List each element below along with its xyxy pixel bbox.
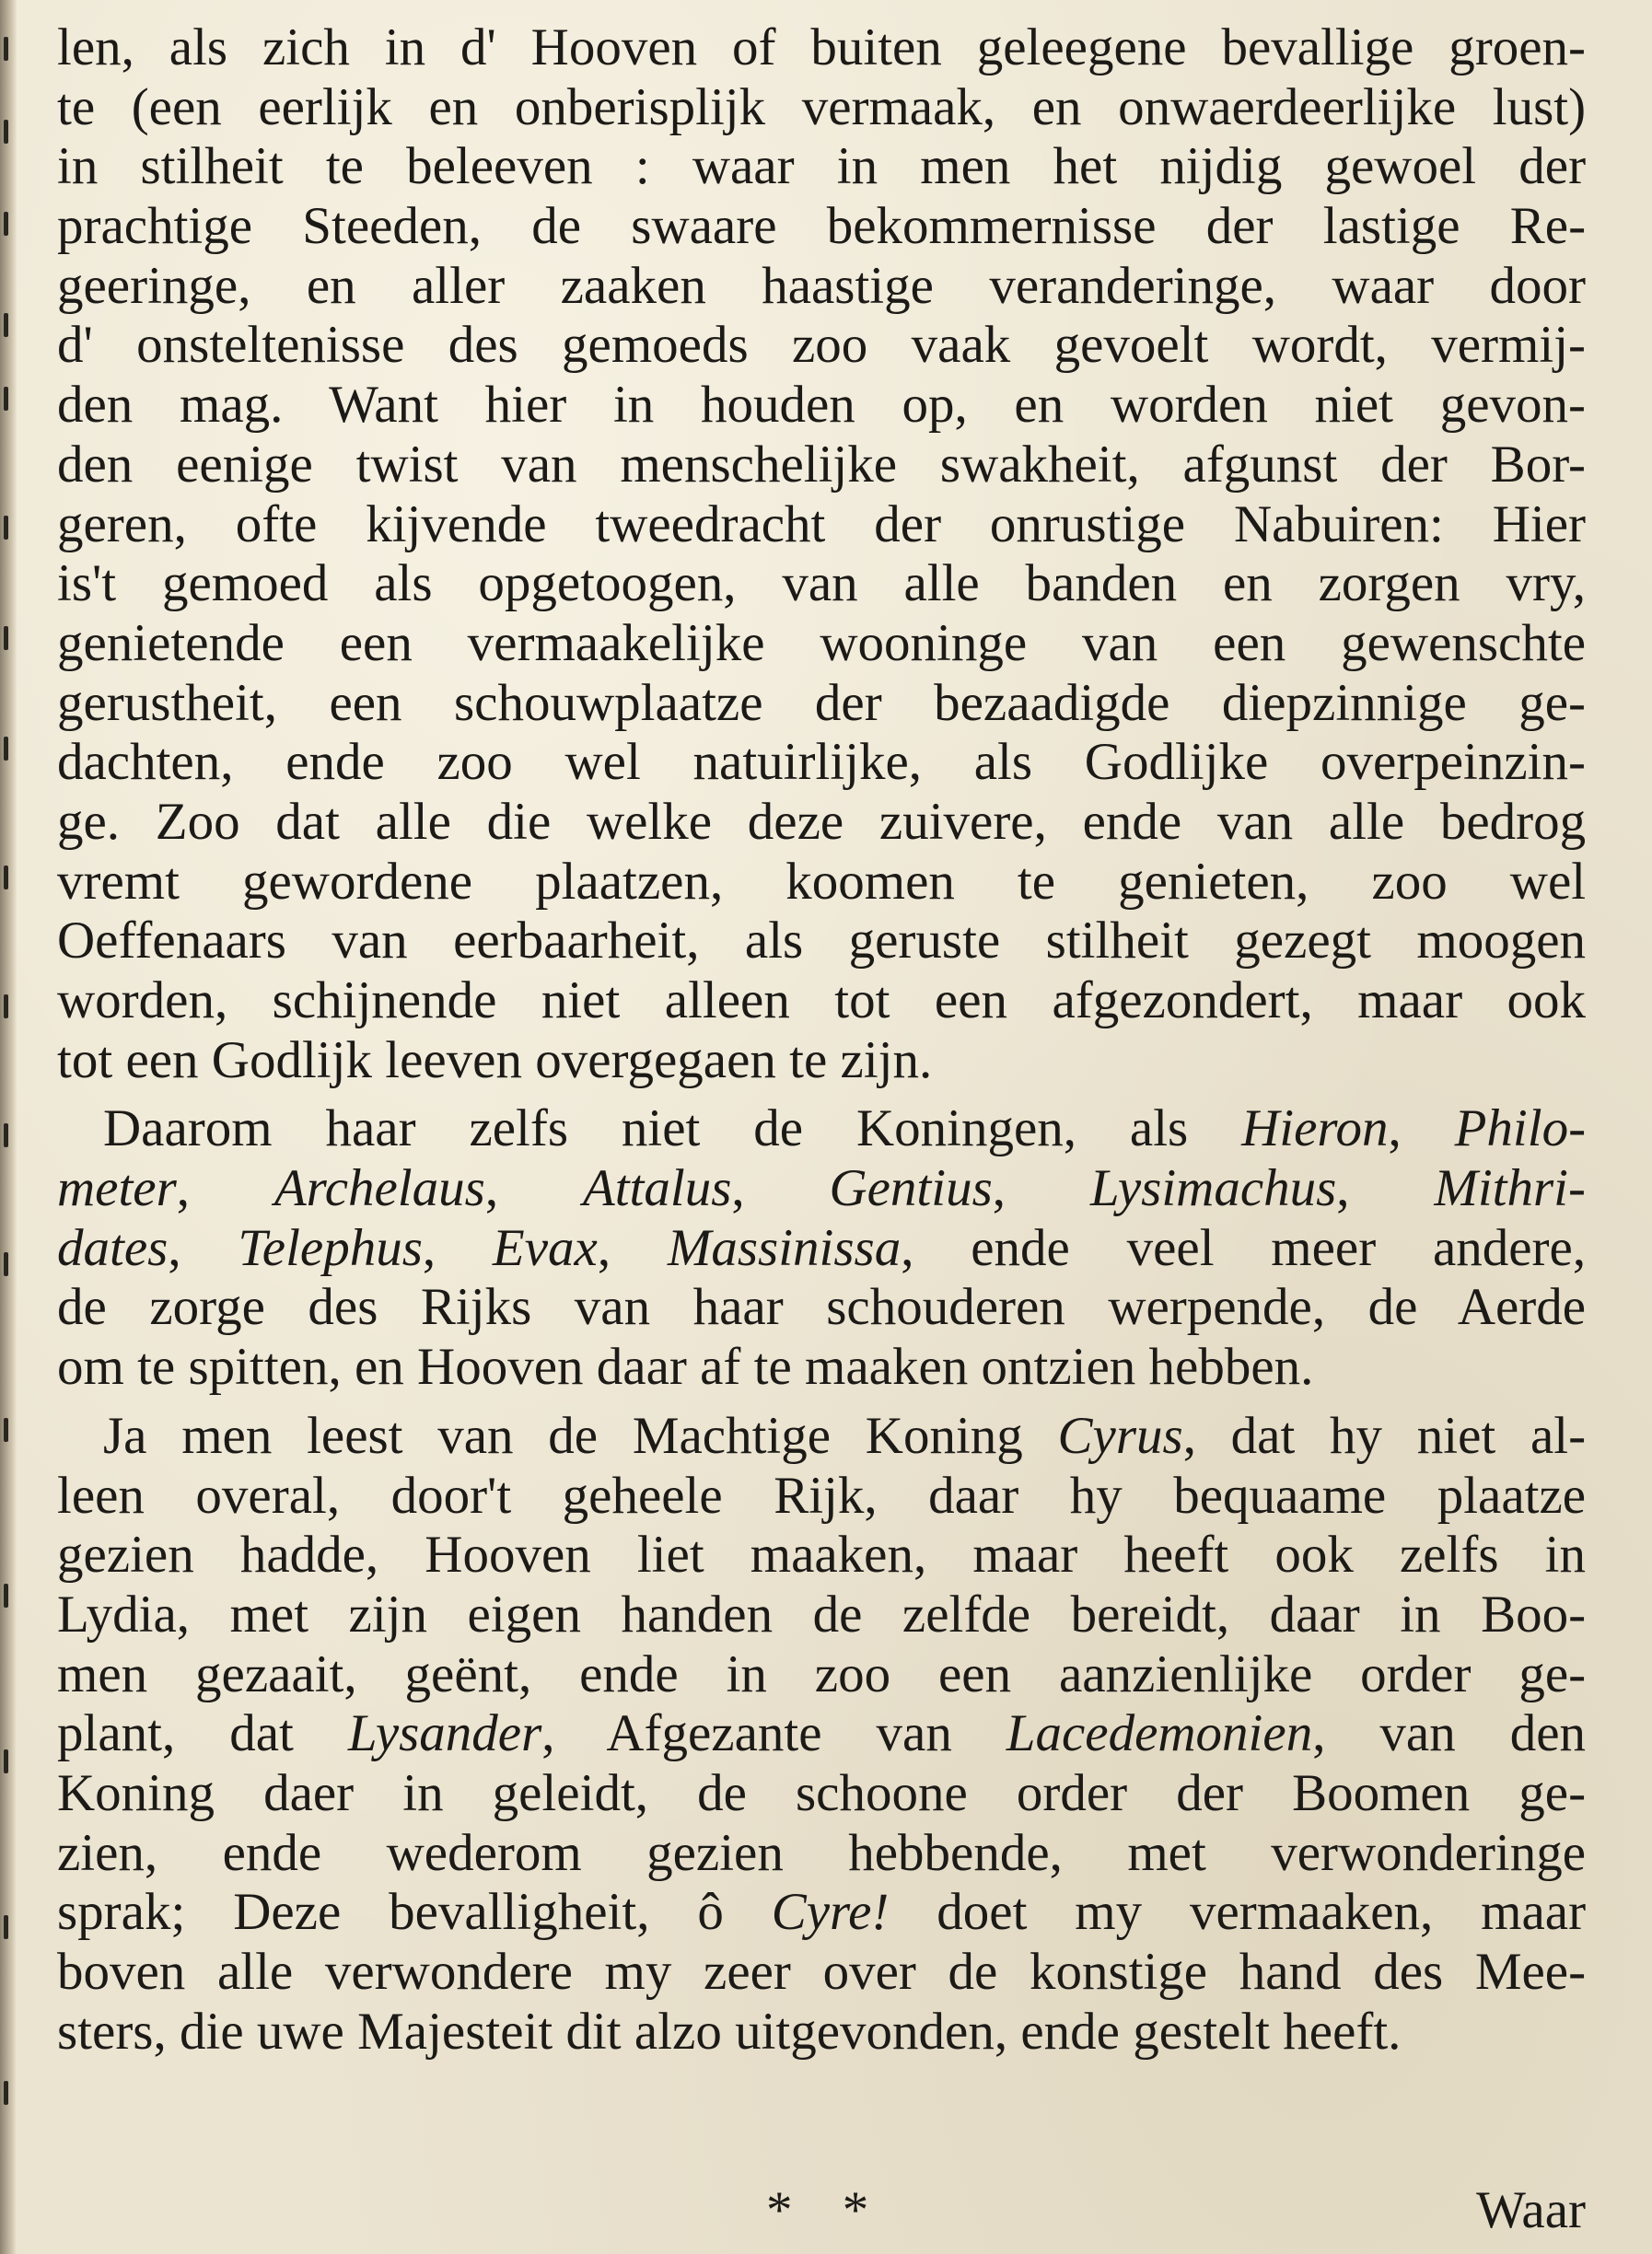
text-line: boven alle verwondere my zeer over de konstige hand des Mee-: [57, 1943, 1587, 2001]
text-line: d' onsteltenisse des gemoeds zoo vaak gevoelt wordt, vermij-: [57, 316, 1587, 375]
facing-page-edge-marks: [4, 37, 11, 2228]
text-line: vremt gewordene plaatzen, koomen te genieten, zoo wel: [57, 852, 1587, 911]
page-footer: [57, 2180, 1586, 2245]
text-line: Oeffenaars van eerbaarheit, als geruste stilheit gezegt moogen: [57, 912, 1586, 970]
text-line: sprak; Deze bevalligheit, ô Cyre! doet my vermaaken, maar: [57, 1883, 1587, 1942]
text-line: geeringe, en aller zaaken haastige veranderinge, waar door: [57, 256, 1587, 315]
text-line: is't gemoed als opgetoogen, van alle banden en zorgen vry,: [57, 554, 1586, 613]
text-line: dachten, ende zoo wel natuirlijke, als Godlijke overpeinzin-: [57, 733, 1587, 792]
text-line: meter, Archelaus, Attalus, Gentius, Lysimachus, Mithri-: [57, 1159, 1586, 1218]
text-line: tot een Godlijk leeven overgegaen te zijn.: [57, 1030, 933, 1089]
text-line: om te spitten, en Hooven daar af te maaken ontzien hebben.: [57, 1338, 1314, 1397]
text-line: Koning daer in geleidt, de schoone order der Boomen ge-: [57, 1763, 1587, 1822]
text-line: gezien hadde, Hooven liet maaken, maar heeft ook zelfs in: [57, 1526, 1586, 1585]
text-line: worden, schijnende niet alleen tot een afgezondert, maar ook: [57, 971, 1586, 1029]
paragraph-1: [57, 18, 1586, 1090]
text-line: Lydia, met zijn eigen handen de zelfde bereidt, daar in Boo-: [57, 1585, 1587, 1644]
page-gutter: [0, 0, 17, 2254]
text-line: te (een eerlijk en onberisplijk vermaak, en onwaerdeerlijke lust): [57, 77, 1587, 136]
text-line: leen overal, door't geheele Rijk, daar hy bequaame plaatze: [57, 1466, 1587, 1525]
text-line: zien, ende wederom gezien hebbende, met verwonderinge: [57, 1823, 1587, 1882]
text-line: ge. Zoo dat alle die welke deze zuivere, ende van alle bedrog: [57, 792, 1587, 851]
text-line: gerustheit, een schouwplaatze der bezaadigde diepzinnige ge-: [57, 673, 1587, 732]
text-line: den eenige twist van menschelijke swakheit, afgunst der Bor-: [57, 435, 1587, 494]
text-line: in stilheit te beleeven : waar in men het nijdig gewoel der: [57, 137, 1587, 196]
text-line: men gezaait, geënt, ende in zoo een aanzienlijke order ge-: [57, 1644, 1587, 1703]
text-line: prachtige Steeden, de swaare bekommernisse der lastige Re-: [57, 197, 1587, 256]
text-line: len, als zich in d' Hooven of buiten geleegene bevallige groen-: [57, 18, 1586, 76]
text-line: Ja men leest van de Machtige Koning Cyrus, dat hy niet al-: [103, 1406, 1587, 1465]
text-line: plant, dat Lysander, Afgezante van Lacedemonien, van den: [57, 1704, 1587, 1763]
paragraph-2: [57, 1099, 1586, 1397]
text-line: sters, die uwe Majesteit dit alzo uitgevonden, ende gestelt heeft.: [57, 2002, 1402, 2061]
text-line: genietende een vermaakelijke wooninge van een gewenschte: [57, 613, 1586, 672]
text-line: de zorge des Rijks van haar schouderen werpende, de Aerde: [57, 1278, 1587, 1337]
paragraph-3: [57, 1407, 1586, 2062]
body-text: [57, 18, 1586, 2062]
text-line: geren, ofte kijvende tweedracht der onrustige Nabuiren: Hier: [57, 494, 1587, 553]
signature-mark: * *: [766, 2181, 888, 2239]
text-line: dates, Telephus, Evax, Massinissa, ende veel meer andere,: [57, 1218, 1587, 1277]
text-line: Daarom haar zelfs niet de Koningen, als Hieron, Philo-: [103, 1099, 1587, 1158]
text-line: den mag. Want hier in houden op, en worden niet gevon-: [57, 376, 1586, 435]
catchword: Waar: [1476, 2181, 1586, 2239]
